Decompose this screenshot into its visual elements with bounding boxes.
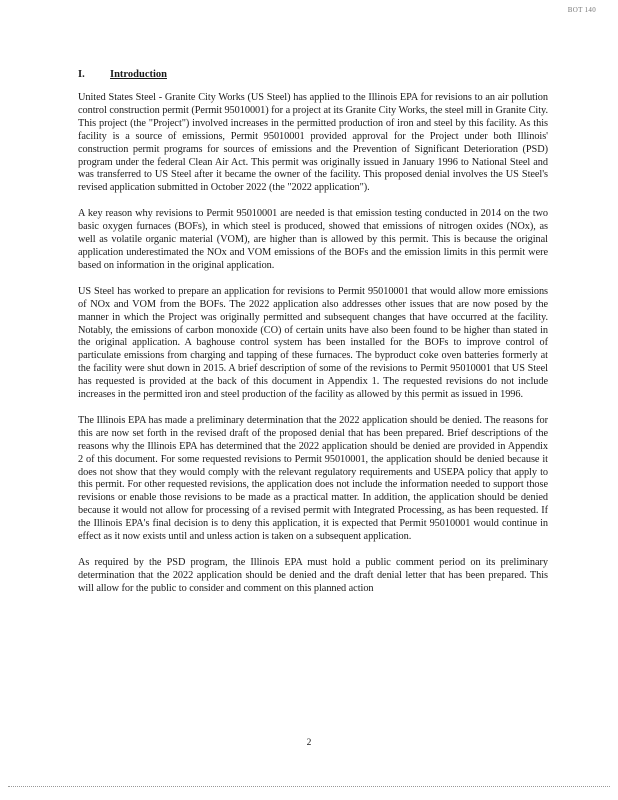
section-number: I. [78,69,85,80]
body-text [78,92,548,609]
page-number: 2 [306,738,312,748]
paragraph-4: The Illinois EPA has made a preliminary determination that the 2022 application should be denied. The reasons for this are now set forth in the revised draft of the proposed denial that has been prepared. Brief descriptions of the reasons why the Illinois EPA has determined that the 2022 application should be denied are provided in Appendix 2 of this document. For some requested revisions to Permit 95010001, the application should be denied because it does not show that they would comply with the relevant regulatory requirements and USEPA policy that apply to this permit. For other requested revisions, the application does not include the information needed to support those revisions or enable those revisions to be made as a practical matter. In addition, the application should be denied because it would not allow for processing of a revised permit with Integrated Processing, as has been requested. If the Illinois EPA's final decision is to deny this application, it is expected that Permit 95010001 would continue in effect as it now exists until and unless action is taken on a subsequent application. [78,414,548,543]
document-id: BOT 140 [567,6,596,14]
footer-divider [8,786,610,787]
paragraph-5: As required by the PSD program, the Illinois EPA must hold a public comment period on its preliminary determination that the 2022 application should be denied and the draft denial letter that has been prepared. This will allow for the public to consider and comment on this planned action [78,557,548,594]
paragraph-1: United States Steel - Granite City Works (US Steel) has applied to the Illinois EPA for revisions to an air pollution control construction permit (Permit 95010001) for a project at its Granite City Works, the steel mill in Granite City. This project (the "Project") involved increases in the permitted production of iron and steel by this facility. As this facility is a source of emissions, Permit 95010001 provided approval for the Project under both Illinois' construction permit programs for sources of emissions and the Prevention of Significant Deterioration (PSD) program under the federal Clean Air Act. This permit was originally issued in January 1996 to National Steel and was transferred to US Steel after it became the owner of the facility. This proposed denial involves the US Steel's revised application submitted in October 2022 (the "2022 application"). [78,92,548,194]
paragraph-3: US Steel has worked to prepare an application for revisions to Permit 95010001 that would allow more emissions of NOx and VOM from the BOFs. The 2022 application also addresses other issues that are now posed by the manner in which the Project was originally permitted and subsequent changes that have occurred at the facility. Notably, the emissions of carbon monoxide (CO) of certain units have also been found to be higher than stated in the original application. A baghouse control system has been installed for the BOFs to improve control of particulate emissions from charging and tapping of these furnaces. The byproduct coke oven batteries formerly at the facility were shut down in 2015. A brief description of some of the revisions to Permit 95010001 that US Steel has requested is provided at the back of this document in Appendix 1. The requested revisions do not include increases in the permitted iron and steel production of the facility as allowed by this permit as issued in 1996. [78,285,548,401]
paragraph-2: A key reason why revisions to Permit 95010001 are needed is that emission testing conducted in 2014 on the two basic oxygen furnaces (BOFs), in which steel is produced, showed that emissions of nitrogen oxides (NOx), as well as volatile organic material (VOM), are higher than is allowed by this permit. This is because the original application underestimated the NOx and VOM emissions of the BOFs and the emission limits in this permit were based on information in the original application. [78,208,548,271]
section-heading [78,69,167,80]
section-title: Introduction [110,69,167,80]
